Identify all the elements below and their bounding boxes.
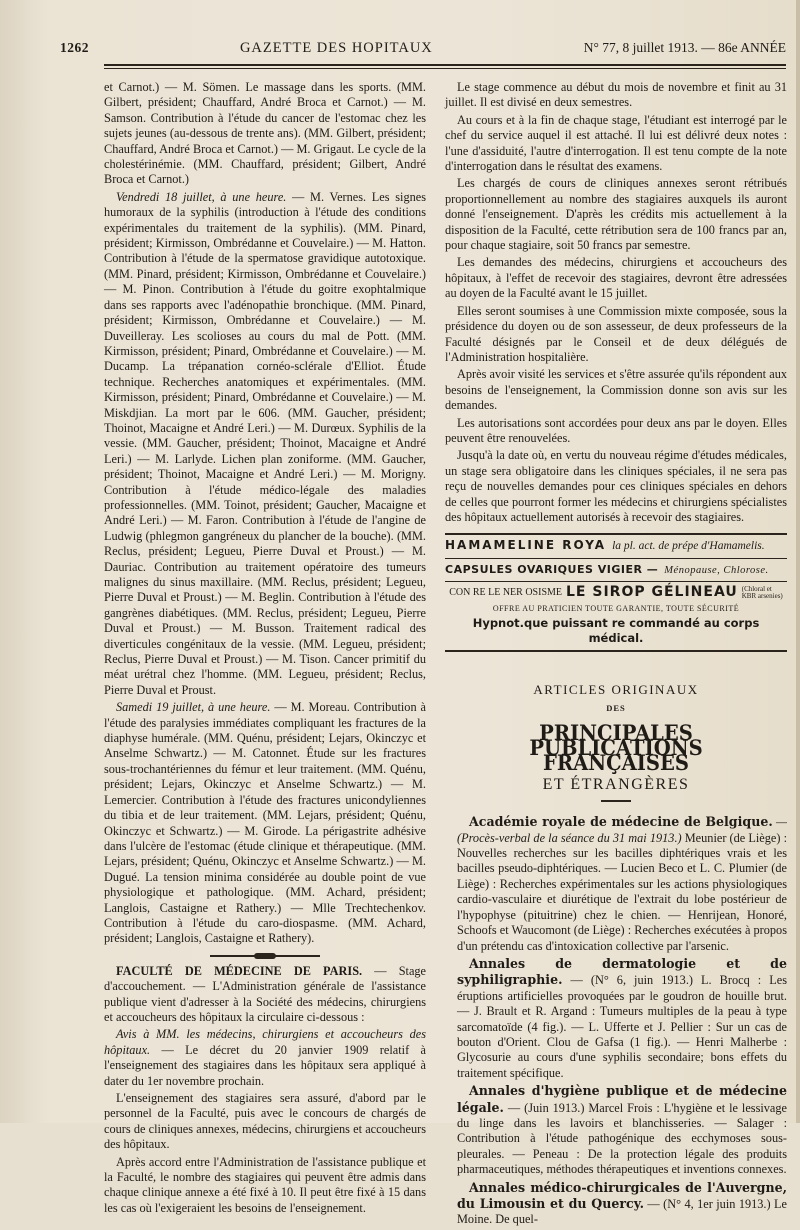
- entry-title: Annales médico-chirurgicales de l'Auvergne, du Limousin et du Quercy.: [457, 1179, 787, 1211]
- friday-text: — M. Vernes. Les signes humoraux de la syphilis (introduction à l'étude des conditions expérimentales du traitement de la syphilis). (MM. Pinard, président; Kirmisson, Ombrédanne et Couvelaire.) — M. Hatton. Contribution à l'étude de la spermatose gravidique autotoxique. (MM. Pinard, président; Kirmisson, Ombrédanne et Couvelaire.) — M. Pinon. Contribution à l'étude du goitre exophtalmique dans ses rapports avec l'adénopathie bronchique. (MM. Pinard, président; Kirmisson, Ombrédanne et Couvelaire.) — M. Duveilleray. Les scolioses au cours du mal de Pott. (MM. Kirmisson, président; Pinard, Ombrédanne et Couvelaire.) — M. Ducamp. La trépanation cornéo-sclérale d'Elliot. Étude technique. Recherches anatomiques et expérimentales. (MM. Kirmisson, président; Pinard, Ombrédanne et Couvelaire.) — M. Miskdjian. La mort par le 606. (MM. Gaucher, président; Thoinot, Macaigne et André Leri.) — M. Durœux. Syphilis de la vessie. (MM. Gaucher, président; Thoinot, Macaigne et André Leri.) — M. Larlyde. Lichen plan zoniforme. (MM. Gaucher, président; Thoinot, Macaigne et André Leri.) — M. Morigny. Contribution à l'étude médico-légale des maladies professionnelles. (MM. Toinot, président; Gaucher, Macaigne et André Leri.) — M. Faron. Contribution à l'étude de l'angine de Ludwig (phlegmon gangréneux du plancher de la bouche). (MM. Reclus, président; Legueu, Pierre Duval et Proust.) — M. Dauriac. Contribution au traitement opératoire des tumeurs malignes du sinus maxillaire. (MM. Reclus, président; Legueu, Pierre Duval et Proust.) — M. Beglin. Contribution à l'étude des gangrènes diabétiques. (MM. Reclus, président; Legueu, Pierre Duval et Proust.) — M. Busson. Traitement radical des diverticules congénitaux de la vessie. (MM. Legueu, président; Reclus, Pierre Duval et Proust.) — M. Tison. Cancer primitif du méat urétral chez l'homme. (MM. Legueu, président; Reclus, Pierre Duval et Proust.: [104, 189, 426, 697]
- ad-sirop: [445, 585, 787, 647]
- stage-special: Jusqu'à la date où, en vertu du nouveau régime d'études médicales, un stage sera obligatoire dans les cliniques spéciales, il ne sera pas reçu de nouvelles demandes pour ces cliniques spéciales en dehors de celles que pourront former les médecins et chirurgiens spécialistes des hôpitaux actuellement autorisés à recevoir des stagiaires.: [445, 448, 787, 524]
- entry-body: — (Juin 1913.) Marcel Frois : L'hygiène et le lessivage du linge dans les lavoirs et blanchisseries. — Salager : Contribution à l'étude pathogénique des ecchymoses sous-pleurales. — Peneau : De la protection légale des produits pharmaceutiques, méthodes thérapeutiques et inventions connexes.: [457, 1100, 787, 1177]
- ad-rule: [445, 533, 787, 535]
- original-articles-heading: [445, 682, 787, 802]
- entry-hygiene: [445, 1083, 787, 1177]
- stagiaires-paragraph: Après accord entre l'Administration de l'assistance publique et la Faculté, le nombre des stagiaires qui peuvent être admis dans chaque clinique annexe a été fixé à 10. Il peut être fixé à 15 dans les cas où l'exigeraient les besoins de l'enseignement.: [104, 1154, 426, 1215]
- ad-capsules-text: Ménopause, Chlorose.: [664, 564, 769, 576]
- principales-publications: PRINCIPALES PUBLICATIONS FRANÇAISES: [529, 719, 703, 776]
- faculty-heading: FACULTÉ DE MÉDECINE DE PARIS.: [116, 963, 363, 978]
- et-etrangeres: ET ÉTRANGÈRES: [542, 775, 690, 793]
- entry-body: — (N° 4, 1er juin 1913.) Le Moine. De quel-: [457, 1197, 787, 1227]
- stage-commission: Elles seront soumises à une Commission mixte composée, sous la présidence du doyen ou de son assesseur, de deux professeurs de la Faculté désignés par le Conseil et de deux délégués de l'Administration hospitalière.: [445, 303, 787, 364]
- entry-auvergne: [445, 1180, 787, 1228]
- entry-title: Annales d'hygiène publique et de médecine légale.: [457, 1083, 787, 1115]
- ad-hamameline: [445, 538, 787, 554]
- thesis-saturday: [104, 700, 426, 947]
- entry-title: Académie royale de médecine de Belgique.: [469, 814, 773, 830]
- ad-capsules-brand: CAPSULES OVARIQUES VIGIER —: [445, 562, 659, 576]
- section-separator: [210, 955, 320, 957]
- faculty-lead: — Stage d'accouchement. — L'Administration générale de l'assistance publique vient d'adresser à la Société des médecins, chirurgiens et accoucheurs des hôpitaux la circulaire ci-dessous :: [104, 963, 427, 1024]
- entry-subtitle: — (Procès-verbal de la séance du 31 mai 1913.): [457, 815, 787, 845]
- heading-des: DES: [606, 703, 626, 714]
- page-header: [60, 40, 786, 62]
- thesis-friday: [104, 190, 426, 698]
- ad-hamameline-text: la pl. act. de prépe d'Hamamelis.: [612, 540, 765, 553]
- articles-originaux: ARTICLES ORIGINAUX: [533, 681, 699, 697]
- thesis-list-continued: et Carnot.) — M. Sömen. Le massage dans les sports. (MM. Gilbert, président; Chauffard, André Broca et Carnot.) — M. Samson. Contribution à l'étude du cancer de l'estomac chez les sujets jeunes (au-dessous de trente ans). (MM. Gilbert, président; Chauffard, André Broca et Carnot.) — M. Grigaut. Le cycle de la cholestérinémie. (MM. Chauffard, président; Gilbert, André Broca et Carnot.): [104, 80, 426, 187]
- entry-title: Annales de dermatologie et de syphiligraphie.: [457, 955, 787, 988]
- ad-sirop-guarantee: OFFRE AU PRATICIEN TOUTE GARANTIE, TOUTE SÉCURITÉ: [492, 603, 740, 613]
- page-edge: [796, 0, 800, 1123]
- stage-visit: Après avoir visité les services et s'être assurée qu'ils répondent aux besoins de l'enseignement, la Commission donne son avis sur les demandes.: [445, 367, 787, 413]
- ad-sirop-comp-1: (Chloral et: [741, 584, 772, 593]
- teaching-paragraph: L'enseignement des stagiaires sera assuré, d'abord par le personnel de la Faculté, puis avec le concours de chargés de cours de cliniques annexes, médecins, chirurgiens et accoucheurs des hôpitaux.: [104, 1091, 426, 1152]
- advertisements: [445, 533, 787, 651]
- saturday-date: Samedi 19 juillet, à une heure.: [116, 700, 271, 715]
- saturday-text: — M. Moreau. Contribution à l'étude des paralysies immédiates compliquant les fractures de la diaphyse humérale. (MM. Quénu, président; Lejars, Okinczyc et Anselme Schwartz.) — M. Catonnet. Étude sur les fractures sous-trochantériennes du fémur et leur traitement. (MM. Quénu, président; Lejars, Okinczyc et Anselme Schwartz.) — M. Lemercier. Contribution à l'étude des fractures unicondyliennes du tibia et de leur traitement. (MM. Lejars, président; Quénu, Okinczyc et Schwartz.) — M. Girode. La périgastrite adhésive dans l'ulcère de l'estomac (étude clinique et thérapeutique. (MM. Lejars, président; Quénu, Okinczyc et Anselme Schwartz.) — M. Dugué. La tension minima considérée au double point de vue physiologique et pathologique. (MM. Achard, président; Langlois, Castaigne et Rathery.) — Mlle Trechtechenkov. Contribution à l'étude du caro-diospasme. (MM. Achard, président; Langlois, Castaigne et Rathery).: [104, 700, 426, 946]
- stage-authorisation: Les autorisations sont accordées pour deux ans par le doyen. Elles peuvent être renouvelées.: [445, 415, 787, 445]
- entry-body: Meunier (de Liège) : Nouvelles recherches sur les bacilles diphtériques vrais et les bacilles pseudo-diphtériques. — Lucien Beco et L. C. Plumier (de Liège) : Recherches expérimentales sur les actions physiologiques cardio-vasculaire et diurétique de l'extrait du lobe postérieur de l'hypophyse (pituitrine) chez le chien. — Henrijean, Honoré, Schoofs et Waucomont (de Liège) : Recherches exécutées à propos d'un prétendu cas d'intoxication collective par l'arsenic.: [457, 830, 787, 953]
- left-column: [104, 80, 426, 1218]
- stage-duration: Le stage commence au début du mois de novembre et finit au 31 juillet. Il est divisé en deux semestres.: [445, 80, 787, 110]
- ad-rule: [445, 650, 787, 652]
- ad-sirop-claim: Hypnot.que puissant re commandé au corps médical.: [472, 616, 760, 646]
- entry-body: — (N° 6, juin 1913.) L. Brocq : Les éruptions artificielles provoquées par le goudron de houille brut. — J. Brault et R. Argand : Tumeurs multiples de la peau à type sarcomatoïde (4 fig.). — L. Ufferte et J. Pellier : Sur un cas de bouton d'Orient. Clou de Gafsa (1 fig.). — Henri Malherbe : Glycosurie au cours d'une syphilis secondaire; bons effets du traitement spécifique.: [457, 973, 787, 1080]
- entry-academie-belgique: [445, 814, 787, 954]
- header-rule-thick: [104, 64, 786, 66]
- entry-dermatologie: [445, 956, 787, 1081]
- issue-info: N° 77, 8 juillet 1913. — 86e ANNÉE: [583, 40, 786, 55]
- ad-sirop-composition: [742, 586, 783, 600]
- ad-hamameline-brand: HAMAMELINE ROYA: [445, 538, 607, 553]
- right-column: [445, 80, 787, 1230]
- ad-sirop-pre: CON RE LE NER OSISME: [449, 587, 563, 599]
- ad-sirop-comp-2: KBR arsenies): [741, 591, 783, 600]
- heading-bar: [601, 800, 631, 802]
- stage-notes: Au cours et à la fin de chaque stage, l'étudiant est interrogé par le chef du service auquel il est attaché. Il lui est délivré deux notes : l'une d'assiduité, l'autre d'interrogation. Il est tenu compte de la note d'interrogation dans le résultat des examens.: [445, 112, 787, 174]
- ad-rule: [445, 558, 787, 559]
- header-rule-thin: [104, 68, 786, 69]
- avis-heading: Avis à MM. les médecins, chirurgiens et accoucheurs des hôpitaux.: [104, 1027, 426, 1057]
- page-number: 1262: [60, 40, 89, 55]
- avis-paragraph: [104, 1027, 426, 1089]
- ad-sirop-line1: [445, 585, 787, 600]
- journal-title: GAZETTE DES HOPITAUX: [239, 40, 433, 56]
- faculty-notice: [104, 964, 426, 1026]
- ad-capsules: [445, 562, 787, 578]
- stage-pay: Les chargés de cours de cliniques annexes seront rétribués proportionnellement au nombre des stagiaires auxquels ils auront donné l'enseignement. D'après les crédits mis actuellement à la disposition de la Faculté, cette rétribution sera de 100 francs par an, pour chaque stagiaire, soit 50 francs par semestre.: [445, 176, 787, 253]
- stage-requests: Les demandes des médecins, chirurgiens et accoucheurs des hôpitaux, à l'effet de recevoir des stagiaires, devront être adressées au doyen de la Faculté avant le 15 juillet.: [445, 255, 787, 301]
- ad-rule: [445, 581, 787, 582]
- friday-date: Vendredi 18 juillet, à une heure.: [116, 189, 287, 204]
- avis-text: — Le décret du 20 janvier 1909 relatif à l'enseignement des stagiaires dans les hôpitaux sera appliqué à dater du 1er novembre prochain.: [104, 1042, 426, 1088]
- ad-sirop-brand: LE SIROP GÉLINEAU: [566, 584, 738, 601]
